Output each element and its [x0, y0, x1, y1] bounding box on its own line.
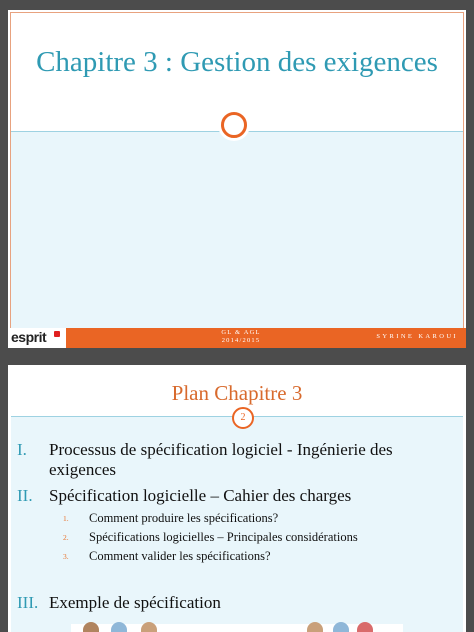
course-name: GL & AGL	[221, 329, 261, 336]
illustration-strip	[71, 624, 403, 632]
sub-item-number: 3.	[63, 552, 69, 561]
content-panel	[11, 417, 463, 632]
person-figure-icon	[111, 622, 127, 632]
title-slide	[8, 10, 466, 348]
sub-item-text: Spécifications logicielles – Principales considérations	[89, 530, 358, 544]
author-name: SYRINE KAROUI	[376, 333, 458, 340]
sub-item-number: 2.	[63, 533, 69, 542]
slide-title: Chapitre 3 : Gestion des exigences	[36, 46, 438, 78]
course-info	[206, 329, 276, 345]
person-figure-icon	[357, 622, 373, 632]
sub-item-text: Comment produire les spécifications?	[89, 511, 279, 525]
ring-ornament-icon	[221, 112, 247, 138]
logo-mark-icon	[54, 331, 60, 337]
slide-title: Plan Chapitre 3	[171, 381, 303, 405]
person-figure-icon	[83, 622, 99, 632]
person-figure-icon	[141, 622, 157, 632]
slide-footer	[8, 328, 466, 348]
item-number: III.	[17, 593, 39, 612]
person-figure-icon	[307, 622, 323, 632]
esprit-logo: esprit	[11, 329, 47, 345]
sub-item-text: Comment valider les spécifications?	[89, 549, 271, 563]
page-number-badge: 2	[232, 407, 254, 429]
item-text: Processus de spécification logiciel - Ingénierie des exigences	[49, 440, 393, 479]
plan-slide	[8, 365, 466, 632]
course-year: 2014/2015	[221, 337, 261, 344]
sub-item-number: 1.	[63, 514, 69, 523]
item-text: Spécification logicielle – Cahier des charges	[49, 486, 352, 505]
content-panel	[11, 131, 463, 329]
person-figure-icon	[333, 622, 349, 632]
item-number: II.	[17, 486, 33, 505]
item-text: Exemple de spécification	[49, 593, 221, 612]
logo-container	[8, 328, 66, 348]
item-number: I.	[17, 440, 27, 459]
